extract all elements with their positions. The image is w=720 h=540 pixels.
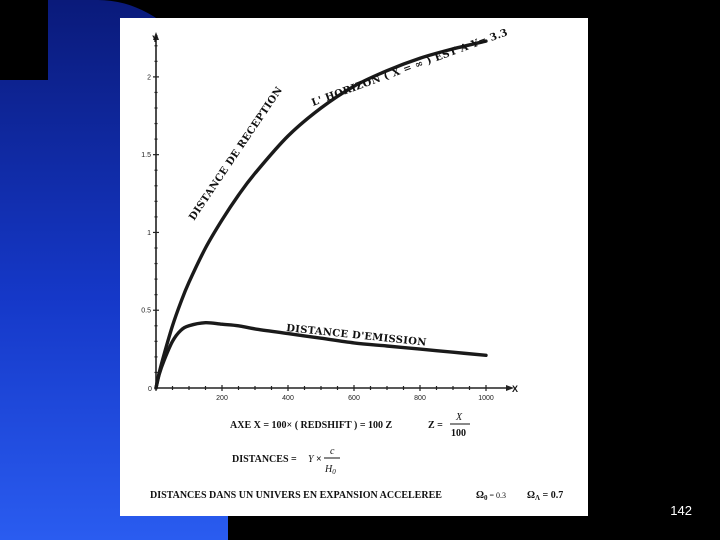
omega-matter-sub: 0: [484, 494, 488, 502]
omega-matter-symbol: Ω: [476, 490, 485, 501]
caption: DISTANCES DANS UN UNIVERS EN EXPANSION ACCELEREE: [150, 490, 442, 501]
slide-corner: [0, 0, 48, 80]
x-axis-label: X: [512, 384, 519, 394]
omega-lambda-symbol: Ω: [527, 490, 536, 501]
page-number: 142: [670, 503, 692, 518]
omega-matter: [476, 490, 506, 502]
omega-lambda-sub: Λ: [535, 494, 541, 502]
reception-label: DISTANCE DE RECEPTION: [187, 85, 286, 223]
y-axis-label: Y: [152, 34, 159, 44]
chart-scan: [120, 18, 588, 516]
y-tick-label: 0.5: [141, 307, 151, 315]
y-tick-label: 2: [147, 74, 151, 82]
x-tick-label: 800: [414, 395, 426, 402]
omega-matter-value: = 0.3: [487, 491, 507, 500]
distances-formula: DISTANCES =: [232, 454, 297, 465]
z-formula: Z =: [428, 420, 443, 431]
distances-h-sub: 0: [332, 468, 336, 476]
origin-label: 0: [148, 386, 152, 393]
chart-svg: [120, 18, 588, 516]
omega-lambda: [527, 490, 563, 502]
horizon-label: [310, 27, 509, 108]
distances-y: Y: [308, 454, 314, 465]
distances-numerator: c: [330, 446, 335, 457]
omega-lambda-value: = 0.7: [540, 490, 564, 501]
axe-formula: AXE X = 100× ( REDSHIFT ) = 100 Z: [230, 420, 393, 431]
x-tick-label: 600: [348, 395, 360, 402]
horizon-post: ) EST A Y= 3.3: [421, 27, 510, 69]
y-tick-label: 1: [147, 229, 151, 237]
distances-h: H: [325, 464, 333, 475]
distances-denominator: [324, 464, 336, 476]
x-tick-label: 400: [282, 395, 294, 402]
horizon-infinity: ∞: [413, 57, 426, 72]
x-tick-label: 1000: [478, 395, 494, 402]
z-numerator: X: [456, 412, 463, 423]
x-tick-label: 200: [216, 395, 228, 402]
emission-label: DISTANCE D'EMISSION: [285, 323, 428, 349]
distances-times: ×: [316, 454, 322, 465]
z-denominator: 100: [451, 428, 466, 439]
y-tick-label: 1.5: [141, 152, 151, 160]
horizon-pre: L' HORIZON ( X =: [310, 60, 418, 109]
